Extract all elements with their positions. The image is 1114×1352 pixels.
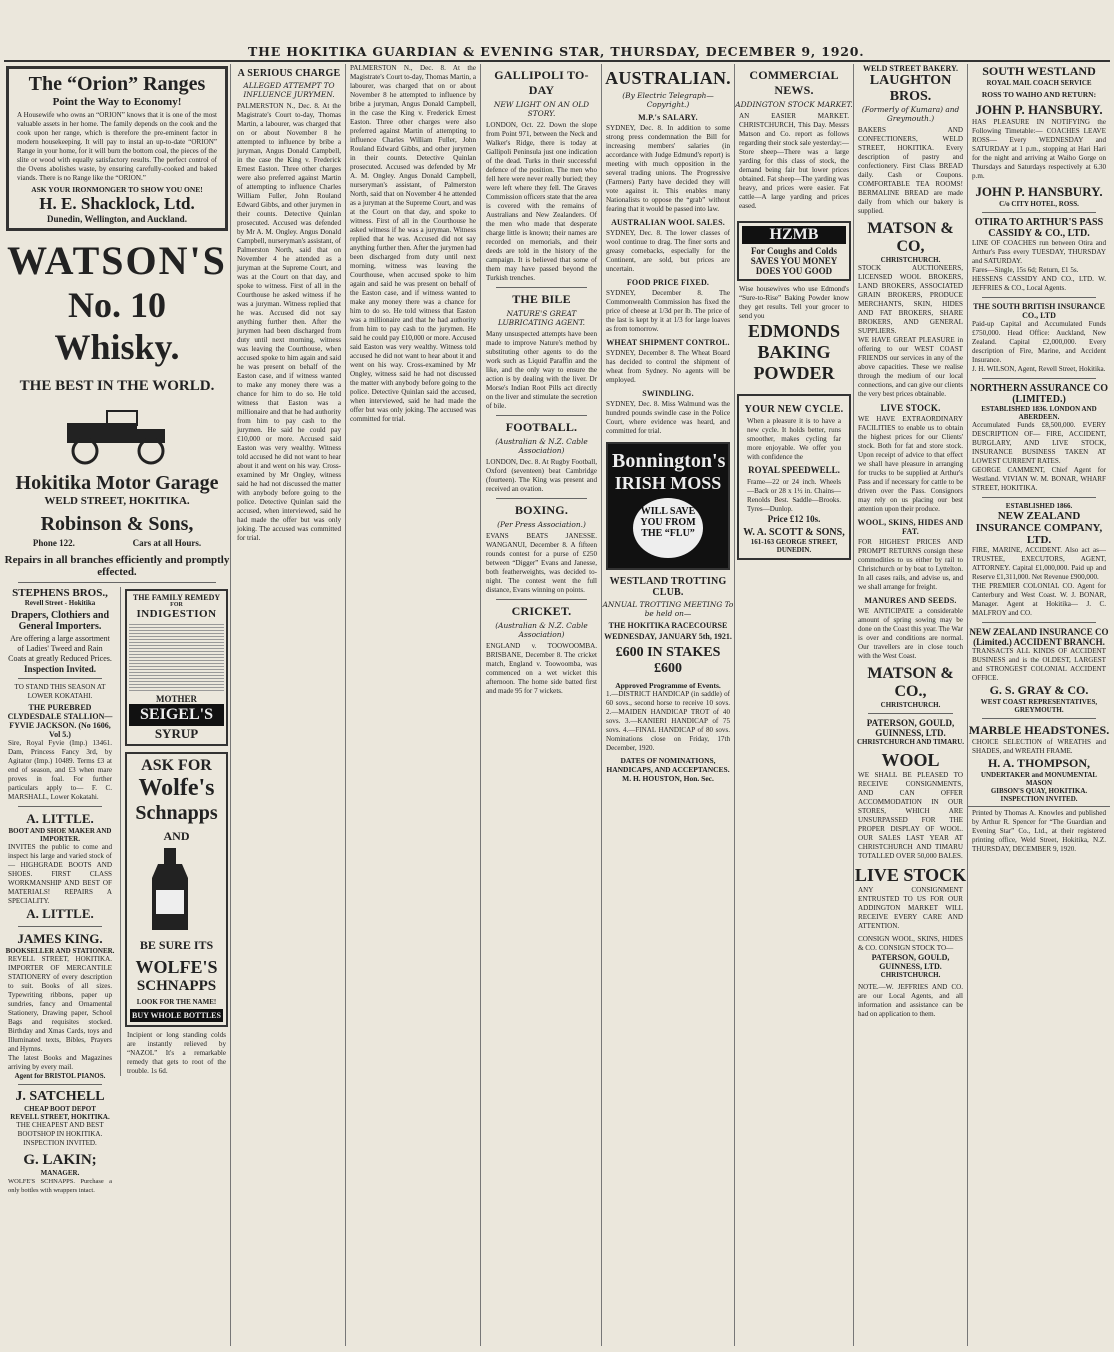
gray-name: G. S. GRAY & CO. bbox=[989, 683, 1089, 697]
trotting-secretary: M. H. HOUSTON, Hon. Sec. bbox=[622, 774, 714, 783]
swindling-body: SYDNEY, Dec. 8. Miss Walmund was the hundred pounds swindle case in the Police Court, where evidence was heard, and committed for trial. bbox=[606, 400, 730, 435]
football-body: LONDON, Dec. 8. At Rugby Football, Oxford (seventeen) beat Cambridge (fourteen). The King was present and received an ovation. bbox=[486, 458, 597, 493]
wolfes-ad bbox=[125, 752, 228, 1027]
look-for-name: LOOK FOR THE NAME! bbox=[136, 998, 217, 1006]
west-coast-body: WE HAVE GREAT PLEASURE in offering to our WEST COAST FRIENDS our services in any of the above capacities. These we realise through the medium of our local connections, and can give our clients the very best prices obtainable. bbox=[858, 336, 963, 398]
divider bbox=[18, 582, 216, 583]
satchell-body: THE CHEAPEST AND BEST BOOTSHOP IN HOKITIKA. INSPECTION INVITED. bbox=[16, 1121, 104, 1147]
stephens-ad bbox=[4, 587, 116, 1195]
south-british-agent: J. H. WILSON, Agent, Revell Street, Hokitika. bbox=[972, 365, 1106, 373]
printer-imprint: Printed by Thomas A. Knowles and published by Arthur R. Spencer for “The Guardian and Evening Star” Co., Ltd., at their registered printing office, Weld Street, Hokitika, N.Z. THURSDAY, DECEMBER 9, 1920. bbox=[968, 806, 1110, 854]
nz-accident-head: NEW ZEALAND INSURANCE CO (Limited.) ACCIDENT BRANCH. bbox=[969, 627, 1109, 647]
food-price-head: FOOD PRICE FIXED. bbox=[626, 278, 710, 287]
football-head: FOOTBALL. bbox=[505, 420, 578, 434]
south-british: THE SOUTH BRITISH INSURANCE CO., LTD bbox=[973, 302, 1105, 320]
be-sure: BE SURE ITS bbox=[139, 938, 214, 952]
laughton-body: BAKERS AND CONFECTIONERS, WELD STREET, HOKITIKA. Every description of pastry and confectionery. First Class BREAD daily. Cash or Coupons. COMFORTABLE TEA ROOMS! BERMALINE BREAD are made daily from which our bakery is supplied. bbox=[858, 126, 963, 215]
wool-sales-head: AUSTRALIAN WOOL SALES. bbox=[611, 218, 725, 227]
thompson-inspection: INSPECTION INVITED. bbox=[1000, 795, 1078, 803]
wool-body: FOR HIGHEST PRICES AND PROMPT RETURNS consign these commodities to us either by rail to Christchurch or by boat to Lyttelton. In all cases rails, and advise us, and we shall arrange for freight. bbox=[858, 538, 963, 591]
hzmb-ad bbox=[737, 221, 851, 281]
weld-bakery: WELD STREET BAKERY. bbox=[862, 64, 959, 73]
wheat-head: WHEAT SHIPMENT CONTROL. bbox=[606, 338, 730, 347]
column-1 bbox=[4, 64, 231, 1346]
trotting-sub: ANNUAL TROTTING MEETING To be held on— bbox=[602, 600, 734, 618]
column-6 bbox=[735, 64, 854, 1346]
newspaper-title: THE HOKITIKA GUARDIAN & EVENING STAR, THURSDAY, DECEMBER 9, 1920. bbox=[248, 44, 865, 59]
garage-contact bbox=[4, 538, 230, 548]
garage-cars: Cars at all Hours. bbox=[132, 538, 202, 548]
wolfes: Wolfe's bbox=[138, 775, 215, 801]
family-remedy-ad bbox=[125, 589, 228, 746]
nazol-note: Incipient or long standing colds are instantly relieved by “NAZOL” It's a remarkable remedy that gets to root of the trouble. 1s 6d. bbox=[127, 1031, 226, 1075]
matson-name: MATSON & CO, bbox=[867, 220, 954, 255]
serious-charge-body: PALMERSTON N., Dec. 8. At the Magistrate's Court to-day, Thomas Martin, a labourer, was charged that on or about November 8 he attempted to influence by bribe a juryman, Angus Donald Campbell, in the case the King v. Frederick Ernest Easton. Three other charges were also preferred against Martin of attempting to influence Charles William Fuller, John Rouland Edward Gibbs, and other jurymen in their counts. Detective Quinlan prosecuted. Accused was defended by Mr A. M. Ongley. Angus Donald Campbell, nurseryman's assistant, of Palmerston North, said that on November 4 he attended as a juryman at the Supreme Court, and was at the Court on that day, and spoke to witness. First of all in the Courthouse he asked witness if he was a juryman. Witness replied that he was. Accused did not say anything further then. After the jurymen had been discharged from duty until next morning, witness was leaving the Courthouse, when accused spoke to him again and said he was present on behalf of the Easton case, and if witness wanted to make any money there was a chance for him to do so. He told witness that Easton was a millionaire and that he had authority from him to pay cash to the jurymen. He said he could pay £10,000 or more. Accused said Easton was very wealthy. Witness told accused he did not want to hear about it and went on his way. Cross-examined by Mr Ongley, witness said he had not discussed the matter with anybody before going to the police. Detective Quinlan said the accused, when interviewed, said he had made the offer but was only joking. The accused was committed for trial. bbox=[237, 102, 341, 542]
masthead bbox=[0, 0, 1114, 62]
nz-insurance-head: NEW ZEALAND INSURANCE COMPANY, LTD. bbox=[975, 510, 1103, 546]
bonningtons-ad bbox=[606, 442, 730, 570]
schnapps: Schnapps bbox=[135, 802, 218, 824]
shacklock-name: H. E. Shacklock, Ltd. bbox=[39, 194, 195, 213]
otira-fares: Fares—Single, 15s 6d; Return, £1 5s. bbox=[972, 266, 1079, 274]
divider bbox=[496, 498, 587, 499]
little-body: INVITES the public to come and inspect his large and varied stock of— HIGHGRADE BOOTS AND SHOES. FIRST CLASS WORKMANSHIP AND BEST OF MATERIALS! REPAIRS A SPECIALITY. bbox=[8, 843, 112, 905]
live-stock-big-body: ANY CONSIGNMENT ENTRUSTED TO US FOR OUR ADDINGTON MARKET WILL RECEIVE EVERY CARE AND ATTENTION. bbox=[858, 886, 963, 930]
matson-name-2: MATSON & CO., bbox=[867, 665, 954, 700]
cricket-sub: (Australian & N.Z. Cable Association) bbox=[495, 621, 588, 639]
live-stock-big: LIVE STOCK bbox=[854, 865, 967, 885]
column-5 bbox=[602, 64, 735, 1346]
scott-name: W. A. SCOTT & SONS, bbox=[743, 527, 845, 538]
south-british-body: Paid-up Capital and Accumulated Funds £750,000. Head Office: Auckland, New Zealand. Capital £2,000,000. Every description of Fire, Marine, and Accident Insurance. bbox=[972, 320, 1106, 364]
little-name-2: A. LITTLE. bbox=[26, 906, 94, 921]
manures-body: WE ANTICIPATE a considerable amount of spring sowing may be done on the Coast this year. The War is over and conditions are normal. Our travellers are in close touch with the West Coast. bbox=[858, 607, 963, 660]
nz-established: ESTABLISHED 1866. bbox=[1005, 502, 1073, 510]
fyvie-body: Sire, Royal Fyvie (Imp.) 13461. Dam, Princess Fancy 3rd, by Agitator (Imp.) 10489. Terms £3 at end of season, and £3 when mare proves in foal. For further particulars apply to— F. C. MARSHALL, Lower Kokatahi. bbox=[8, 739, 112, 801]
drapers: Drapers, Clothiers and General Importers. bbox=[10, 610, 110, 632]
orion-subtitle: Point the Way to Economy! bbox=[52, 96, 182, 108]
orion-title: The “Orion” Ranges bbox=[28, 73, 206, 95]
matson-sub: CHRISTCHURCH. bbox=[880, 256, 941, 264]
satchell-name: J. SATCHELL bbox=[15, 1089, 105, 1104]
little-name: A. LITTLE. bbox=[26, 811, 94, 826]
masthead-rule bbox=[4, 60, 1110, 62]
hzmb-sub: For Coughs and Colds SAVES YOU MONEY DOES YOU GOOD bbox=[750, 246, 838, 276]
james-latest: The latest Books and Magazines arriving by every mail. bbox=[8, 1054, 112, 1071]
bonningtons-name: Bonnington's bbox=[612, 450, 726, 472]
serious-charge-head: A SERIOUS CHARGE bbox=[237, 68, 341, 79]
divider bbox=[982, 497, 1096, 498]
divider bbox=[496, 415, 587, 416]
cycle-specs: Frame—22 or 24 inch. Wheels—Back or 28 x 1½ in. Chains—Renolds Best. Saddle—Brooks. Tyres—Dunlop. bbox=[747, 478, 841, 513]
live-stock-body: WE HAVE EXTRAORDINARY FACILITIES to enable us to obtain the highest prices for our Clients' stock. Both for fat and store stock. Upon receipt of advice to that effect we shall have pleasure in arranging for trucks to be supplied at Arthur's Pass and if necessary for cattle to be driven over the Pass. Consignors may rely on us placing our best attention upon their produce. bbox=[858, 415, 963, 513]
divider bbox=[18, 926, 102, 927]
divider bbox=[18, 806, 102, 807]
jeffries-note: NOTE.—W. JEFFRIES AND CO. are our Local Agents, and all information and assistance can be had on application to them. bbox=[858, 983, 963, 1018]
thompson-sub: UNDERTAKER and MONUMENTAL MASON bbox=[980, 771, 1098, 787]
edmonds-name: EDMONDS BAKING POWDER bbox=[747, 321, 840, 383]
australian-body: SYDNEY, Dec. 8. In addition to some strong press condemnation the Bill for increasing members' salaries (in accordance with Judge Edmund's report) is meeting with much opposition in the several trading unions. The Progressive (Farmers) Party have decided they will vote against it. This enables many Nationalists to oppose the “grab” without fearing that it would be passed into law. bbox=[606, 124, 730, 213]
remedy-illustration bbox=[129, 623, 224, 691]
cycle-head: YOUR NEW CYCLE. bbox=[744, 404, 844, 415]
marble-head: MARBLE HEADSTONES. bbox=[968, 723, 1110, 737]
column-3b bbox=[346, 64, 481, 1346]
australian-head: AUSTRALIAN. bbox=[605, 68, 731, 88]
divider bbox=[496, 599, 587, 600]
cycle-body: When a pleasure it is to have a new cycle. It holds better, runs smoother, makes cycling far more enjoyable. We offer you with confidence the bbox=[747, 417, 841, 461]
garage-name: Hokitika Motor Garage bbox=[15, 472, 219, 494]
pgg-name-2: PATERSON, GOULD, GUINNESS, LTD. bbox=[871, 953, 950, 971]
stud-notice: TO STAND THIS SEASON AT LOWER KOKATAHI. bbox=[14, 683, 106, 700]
bile-head: THE BILE bbox=[512, 292, 571, 306]
nz-accident-body: TRANSACTS ALL KINDS OF ACCIDENT BUSINESS and is the OLDEST, LARGEST and STRONGEST COLONIAL ACCIDENT OFFICE. bbox=[972, 647, 1106, 682]
stephens-street: Revell Street - Hokitika bbox=[24, 599, 96, 607]
syrup: SYRUP bbox=[154, 726, 199, 741]
edmonds-body: Wise housewives who use Edmond's “Sure-to-Rise” Baking Powder know they get results. Tell your grocer to send you bbox=[739, 285, 849, 320]
hansbury-name: JOHN P. HANSBURY. bbox=[975, 102, 1103, 117]
laughton-name: LAUGHTON BROS. bbox=[869, 73, 952, 104]
irish-moss: IRISH MOSS bbox=[614, 473, 722, 493]
wool-head: WOOL, SKINS, HIDES AND FAT. bbox=[857, 518, 964, 536]
trotting-head: WESTLAND TROTTING CLUB. bbox=[609, 576, 727, 598]
northern-agent: GEORGE CAMMENT, Chief Agent for Westland. VIVIAN W. M. BONAR, WHARF STREET, HOKITIKA. bbox=[972, 466, 1106, 492]
hansbury-name-2: JOHN P. HANSBURY. bbox=[975, 184, 1103, 199]
schnapps-2: SCHNAPPS bbox=[136, 978, 217, 994]
hansbury-sub: C/o CITY HOTEL, ROSS. bbox=[999, 200, 1079, 208]
hzmb-name: HZMB bbox=[742, 226, 846, 244]
indigestion: INDIGESTION bbox=[136, 608, 217, 620]
watsons-name: WATSON'S bbox=[7, 238, 227, 283]
wolfes-2: WOLFE'S bbox=[135, 957, 218, 977]
mp-salary-head: M.P.'s SALARY. bbox=[638, 113, 698, 122]
james-king: JAMES KING. bbox=[17, 931, 103, 946]
and-label: AND bbox=[163, 829, 190, 843]
wool-sales-body: SYDNEY, Dec. 8. The lower classes of wool continue to drag. The finer sorts and greasy comebacks, especially for the Continent, are sold, but prices are uncertain. bbox=[606, 229, 730, 273]
northern-head: NORTHERN ASSURANCE CO (LIMITED.) bbox=[969, 383, 1108, 405]
south-westland: SOUTH WESTLAND bbox=[982, 64, 1096, 78]
hansbury-body: HAS PLEASURE IN NOTIFYING the Following Timetable:— COACHES LEAVE ROSS— Every WEDNESDAY and SATURDAY at 1 p.m., stopping at Hari Hari for the night and arriving at Waiho Gorge on Thursdays and Saturdays respectively at 6.30 p.m. bbox=[972, 118, 1106, 180]
column-7 bbox=[854, 64, 968, 1346]
bottle-icon bbox=[130, 844, 230, 934]
laughton-sub: (Formerly of Kumara) and Greymouth.) bbox=[861, 105, 960, 123]
wool-big: WOOL bbox=[881, 750, 940, 770]
motor-car-icon bbox=[47, 405, 187, 467]
trotting-dates: DATES OF NOMINATIONS, HANDICAPS, AND ACCEPTANCES. bbox=[606, 756, 730, 774]
wool-big-body: WE SHALL BE PLEASED TO RECEIVE CONSIGNMENTS, AND CAN OFFER ACCOMMODATION IN OUR STORES, WHICH ARE UNSURPASSED FOR THE PROPER DISPLAY OF WOOL. OUR SALES LAST YEAR AT CHRISTCHURCH AND TIMARU TOTALLED OVER 50,000 BALES. bbox=[858, 771, 963, 860]
nz-insurance-body: FIRE, MARINE, ACCIDENT. Also act as— TRUSTEE, EXECUTORS, AGENT, ATTORNEY. Capital £1,000,000. Paid up and Reserve £1,311,000. Net Revenue £900,000. bbox=[972, 546, 1106, 581]
column-3 bbox=[233, 64, 346, 1346]
gallipoli-head: GALLIPOLI TO-DAY bbox=[494, 68, 589, 97]
nz-insurance-agent: THE PREMIER COLONIAL CO. Agent for Canterbury and West Coast. W. J. BONAR, Manager. Agent at Hokitika— J. C. MALFROY and CO. bbox=[972, 582, 1106, 617]
mail-coach: ROYAL MAIL COACH SERVICE bbox=[986, 79, 1092, 87]
northern-body: Accumulated Funds £8,500,000. EVERY DESCRIPTION OF— FIRE, ACCIDENT, BURGLARY, AND LIVE STOCK, INSURANCE BUSINESS TAKEN AT LOWEST CURRENT RATES. bbox=[972, 421, 1106, 465]
james-sub: BOOKSELLER AND STATIONER. bbox=[5, 947, 115, 955]
ross-waiho: ROSS TO WAIHO AND RETURN: bbox=[981, 90, 1097, 99]
shacklock-place: Dunedin, Wellington, and Auckland. bbox=[47, 214, 187, 224]
divider bbox=[496, 287, 587, 288]
cricket-head: CRICKET. bbox=[511, 604, 572, 618]
gallipoli-body: LONDON, Oct. 22. Down the slope from Point 971, between the Neck and Walker's Ridge, there is today at Gallipoli Peninsula just one indication of the dead. Turks in their successful defence of the position. The men who fell here were never really buried; they were left where they fell. The Graves Commission officers state that the area is covered with the remains of Australians and New Zealanders. Of the men who made that desperate charge little is known; their names are recorded on memorials, and their deeds are told in the history of the campaign. It is believed that some of them may have passed beyond the Turkish trenches. bbox=[486, 121, 597, 282]
cricket-body: ENGLAND v. TOOWOOMBA. BRISBANE, December 8. The cricket match, England v. Toowoomba, was commenced on a wet wicket this afternoon. The home side batted first and made 95 for 7 wickets. bbox=[486, 642, 597, 695]
garage-street: WELD STREET, HOKITIKA. bbox=[44, 495, 190, 507]
thompson-address: GIBSON'S QUAY, HOKITIKA. bbox=[990, 787, 1088, 795]
best-in-world: THE BEST IN THE WORLD. bbox=[19, 378, 215, 394]
divider bbox=[982, 718, 1096, 719]
james-agent: Agent for BRISTOL PIANOS. bbox=[14, 1072, 106, 1080]
manures-head: MANURES AND SEEDS. bbox=[864, 596, 957, 605]
family-remedy: THE FAMILY REMEDY bbox=[132, 593, 221, 602]
trotting-course: THE HOKITIKA RACECOURSE bbox=[608, 621, 728, 630]
marble-body: CHOICE SELECTION of WREATHS and SHADES, and WREATH FRAME. bbox=[972, 738, 1106, 755]
garage-phone: Phone 122. bbox=[32, 538, 75, 548]
gray-sub: WEST COAST REPRESENTATIVES, GREYMOUTH. bbox=[980, 698, 1098, 714]
divider bbox=[868, 713, 953, 714]
serious-charge-continued: PALMERSTON N., Dec. 8. At the Magistrate's Court to-day, Thomas Martin, a labourer, was charged that on or about November 8 he attempted to influence by bribe a juryman, Angus Donald Campbell, in the case the King v. Frederick Ernest Easton. Three other charges were also preferred against Martin of attempting to influence Charles William Fuller, John Rouland Edward Gibbs, and other jurymen in their counts. Detective Quinlan prosecuted. Accused was defended by Mr A. M. Ongley. Angus Donald Campbell, nurseryman's assistant, of Palmerston North, said that on November 4 he attended as a juryman at the Supreme Court, and was at the Court on that day, and spoke to witness. First of all in the Courthouse he asked witness if he was a juryman. Witness replied that he was. Accused did not say anything further then. After the jurymen had been discharged from duty until next morning, witness was leaving the Courthouse, when accused spoke to him again and said he was present on behalf of the Easton case, and if witness wanted to make any money there was a chance for him to do so. He told witness that Easton was a millionaire and that he had authority from him to pay cash to the jurymen. He said he could pay £10,000 or more. Accused said Easton was very wealthy. Witness told accused he did not want to hear about it and went on his way. Cross-examined by Mr Ongley, witness said he had not discussed the matter with anybody before going to the police. Detective Quinlan said the accused, when interviewed, said he had made the offer but was only joking. The accused was committed for trial. bbox=[350, 64, 476, 423]
lakin-name: G. LAKIN; bbox=[23, 1152, 97, 1168]
pgg-sub: CHRISTCHURCH AND TIMARU. bbox=[856, 738, 965, 746]
whisky-name: No. 10 Whisky. bbox=[54, 285, 180, 367]
consign-notice: CONSIGN WOOL, SKINS, HIDES & CO. CONSIGN STOCK TO— bbox=[858, 935, 963, 952]
trotting-stakes: £600 IN STAKES £600 bbox=[615, 645, 721, 676]
inspection-invited: Inspection Invited. bbox=[23, 664, 96, 674]
royal-speedwell: ROYAL SPEEDWELL. bbox=[748, 465, 840, 475]
wheat-body: SYDNEY, December 8. The Wheat Board has decided to control the shipment of wheat from Sydney. No agents will be employed. bbox=[606, 349, 730, 384]
otira-head: OTIRA TO ARTHUR'S PASS CASSIDY & CO., LTD. bbox=[974, 217, 1104, 239]
column-4 bbox=[482, 64, 602, 1346]
matson-sub-2: CHRISTCHURCH. bbox=[880, 701, 941, 709]
satchell-sub: CHEAP BOOT DEPOT bbox=[24, 1105, 96, 1113]
orion-ask: ASK YOUR IRONMONGER TO SHOW YOU ONE! bbox=[31, 185, 203, 194]
column-8 bbox=[968, 64, 1110, 1346]
remedy-column bbox=[120, 587, 230, 1076]
divider bbox=[982, 622, 1096, 623]
garage-ad bbox=[4, 405, 230, 578]
divider bbox=[982, 297, 1096, 298]
james-body: REVELL STREET, HOKITIKA. IMPORTER OF MERCANTILE STATIONERY of every description to suit. Books of all sizes. Typewriting ribbons, paper up sundries, fancy and Ornamental Stationery, Drawing paper, School Bags and requisites stocked. Birthday and Xmas Cards, toys and Illuminated texts, Bibles, Prayers and Hymns. bbox=[8, 955, 112, 1053]
stephens-name: STEPHENS BROS., bbox=[12, 587, 108, 599]
drapers-body: Are offering a large assortment of Ladies' Tweed and Rain Coats at greatly Reduced Prices. bbox=[8, 634, 112, 663]
matson-body: STOCK AUCTIONEERS, LICENSED WOOL BROKERS, LAND BROKERS, ASSOCIATED GRAIN BROKERS, PRODUCE MERCHANTS, SKIN, HIDES AND FAT BROKERS, SHARE BROKERS, AND GENERAL SUPPLIERS. bbox=[858, 264, 963, 335]
wolfes-small-note: WOLFE'S SCHNAPPS. Purchase a only bottles with wrappers intact. bbox=[8, 1178, 112, 1194]
lakin-sub: MANAGER. bbox=[40, 1169, 80, 1177]
save-from-flu: WILL SAVE YOU FROM THE “FLU” bbox=[633, 498, 703, 558]
mothers: MOTHER bbox=[155, 694, 197, 704]
food-price-body: SYDNEY, December 8. The Commonwealth Commission has fixed the price of cheese at 1/3d per lb. The price of the last is kept by it at 1/3 for large loaves as from tomorrow. bbox=[606, 289, 730, 333]
gallipoli-sub: NEW LIGHT ON AN OLD STORY. bbox=[493, 100, 590, 118]
otira-agent: HESSENS CASSIDY AND CO., LTD. W. JEFFRIES & CO., Local Agents. bbox=[972, 275, 1106, 292]
divider bbox=[18, 678, 102, 679]
watsons-ad bbox=[4, 237, 230, 395]
trotting-programme: Approved Programme of Events. bbox=[615, 681, 721, 690]
satchell-street: REVELL STREET, HOKITIKA. bbox=[10, 1113, 110, 1121]
robinson-name: Robinson & Sons, bbox=[40, 513, 194, 535]
live-stock-head: LIVE STOCK. bbox=[880, 403, 941, 413]
clydesdale: THE PUREBRED CLYDESDALE STALLION— FYVIE JACKSON. (No 1606, Vol 5.) bbox=[7, 703, 113, 739]
trotting-date: WEDNESDAY, JANUARY 5th, 1921. bbox=[604, 632, 732, 641]
family-for: FOR bbox=[170, 602, 183, 608]
orion-body: A Housewife who owns an “ORION” knows that it is one of the most valuable assets in her home. The family depends on the cook and the cook upon her range, which is therefore the pre-eminent factor in modern housekeeping. It will pay to instal an up-to-date “ORION” Range in your home, for it will burn the bottom coal, the pieces of the slite or wood with equally satisfactory results. The perfect control of the Ovens abolishes waste, by ensuring carefully-cooked and baked viands. There is no Range like the “ORION.” bbox=[17, 111, 217, 182]
serious-charge-sub: ALLEGED ATTEMPT TO INFLUENCE JURYMEN. bbox=[243, 81, 335, 99]
garage-repairs: Repairs in all branches efficiently and promptly effected. bbox=[4, 554, 230, 578]
scott-address: 161-163 GEORGE STREET, DUNEDIN. bbox=[750, 538, 838, 554]
northern-est: ESTABLISHED 1836. LONDON AND ABERDEEN. bbox=[981, 405, 1097, 421]
bile-body: Many unsuspected attempts have been made to improve Nature's method by substituting other agents to do the work such as Liquid Paraffin and the like, and the only way to ensure the action is by dealing with the liver. Dr Morse's Indian Root Pills act directly on the liver and stimulate the secretion of bile. bbox=[486, 330, 597, 410]
boxing-head: BOXING. bbox=[514, 503, 569, 517]
boxing-body: EVANS BEATS JANESSE. WANGANUI, December 8. A fifteen rounds contest for a purse of £250 between “Digger” Evans and Janesse, both featherweights, was decided to-night. The contest went the full distance, Evans winning on points. bbox=[486, 532, 597, 594]
thompson-name: H. A. THOMPSON, bbox=[987, 756, 1091, 770]
cycle-price: Price £12 10s. bbox=[767, 514, 821, 524]
commercial-sub: ADDINGTON STOCK MARKET. bbox=[735, 100, 853, 109]
orion-ad bbox=[6, 66, 228, 231]
pgg-sub-2: CHRISTCHURCH. bbox=[880, 971, 941, 979]
football-sub: (Australian & N.Z. Cable Association) bbox=[495, 437, 588, 455]
trotting-body: 1.—DISTRICT HANDICAP (in saddle) of 60 sovs., second horse to receive 10 sovs. 2.—MAIDEN HANDICAP TROT of 40 sovs. 3.—KANIERI HANDICAP of 75 sovs. 4.—FINAL HANDICAP of 80 sovs. Nominations close on Friday, 17th December, 1920. bbox=[606, 690, 730, 752]
ask-for: ASK FOR bbox=[141, 757, 212, 774]
cycle-ad bbox=[737, 394, 851, 560]
commercial-body: AN EASIER MARKET. CHRISTCHURCH, This Day. Messrs Matson and Co. report as follows regarding their stock sale yesterday:— Store sheep—There was a large yarding for this class of stock, the demand being fair but lower prices obtained. Fat sheep—The yarding was heavy, and prices were easier. Fat cattle—A large yarding and prices eased. bbox=[739, 112, 849, 210]
divider bbox=[982, 378, 1096, 379]
bile-sub: NATURE'S GREAT LUBRICATING AGENT. bbox=[497, 309, 586, 327]
boxing-sub: (Per Press Association.) bbox=[497, 520, 586, 529]
australian-sub: (By Electric Telegraph—Copyright.) bbox=[622, 91, 714, 109]
divider bbox=[18, 1084, 102, 1085]
seigels: SEIGEL'S bbox=[129, 704, 224, 726]
swindling-head: SWINDLING. bbox=[642, 389, 694, 398]
divider bbox=[982, 212, 1096, 213]
commercial-head: COMMERCIAL NEWS. bbox=[749, 68, 839, 97]
pgg-name: PATERSON, GOULD, GUINNESS, LTD. bbox=[866, 718, 955, 738]
buy-whole-bottles: BUY WHOLE BOTTLES bbox=[130, 1009, 223, 1022]
otira-body: LINE OF COACHES run between Otira and Arthur's Pass every TUESDAY, THURSDAY and SATURDAY. bbox=[972, 239, 1106, 265]
little-sub: BOOT AND SHOE MAKER AND IMPORTER. bbox=[8, 827, 112, 843]
